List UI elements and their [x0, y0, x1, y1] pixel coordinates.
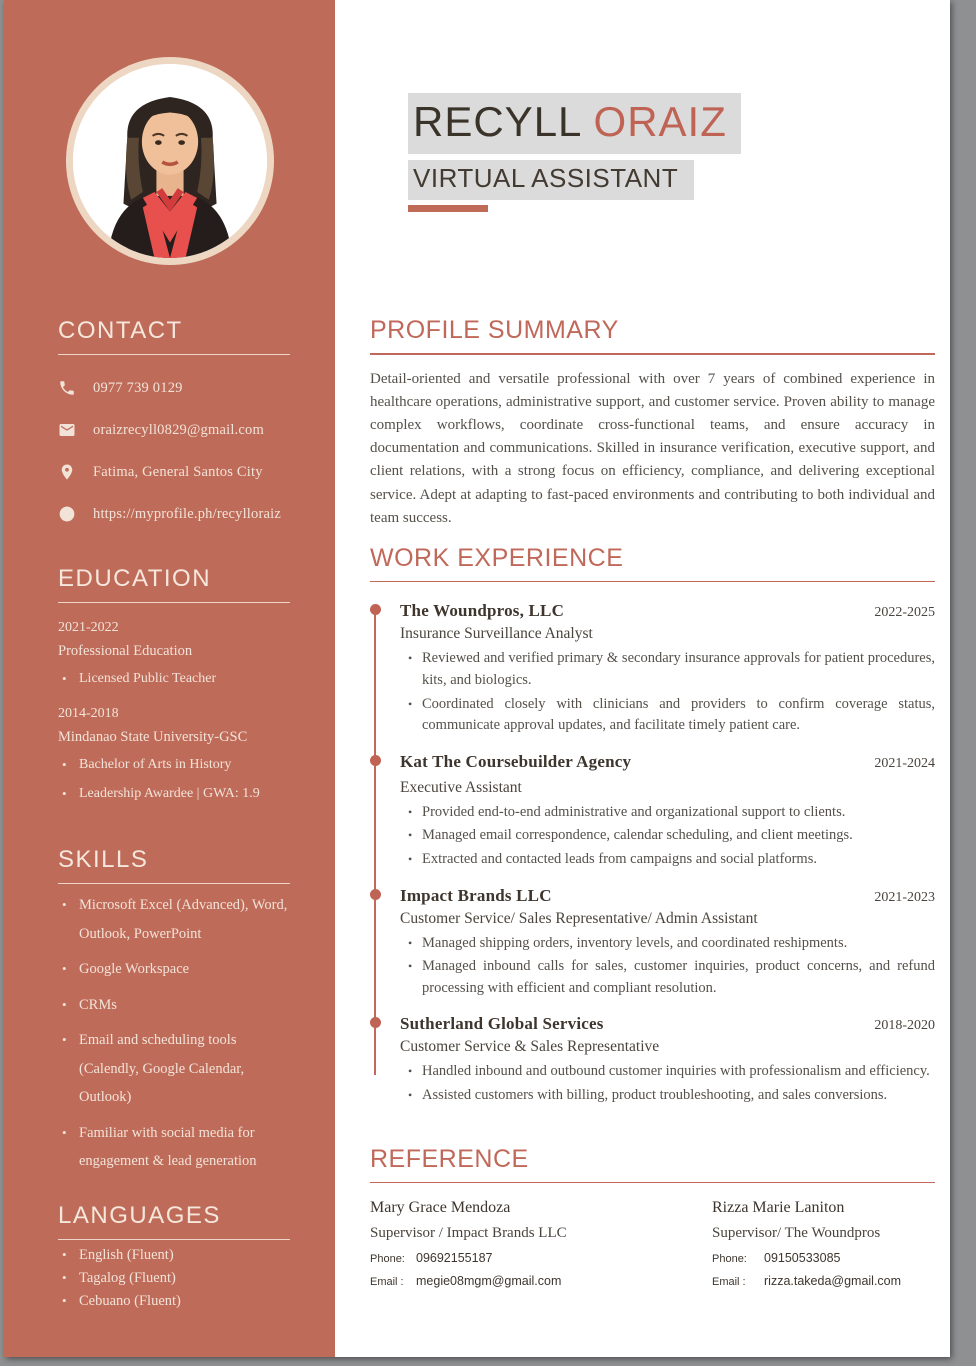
reference-email: megie08mgm@gmail.com — [416, 1274, 562, 1289]
education-school: Mindanao State University-GSC — [58, 729, 248, 745]
work-entry-head — [400, 752, 935, 772]
reference-entry — [712, 1199, 935, 1288]
email-label: Email : — [712, 1276, 746, 1289]
reference-entry — [370, 1199, 712, 1288]
languages-heading: LANGUAGES — [58, 1201, 221, 1229]
education-entry — [58, 706, 297, 804]
skills-heading: SKILLS — [58, 846, 149, 873]
work-timeline — [370, 601, 935, 1106]
work-bullet: • Handled inbound and outbound customer inquiries with professionalism and efficiency. — [405, 1061, 935, 1083]
work-bullets — [400, 933, 935, 1000]
skill-item: • CRMs — [58, 991, 297, 1020]
work-bullet: • Coordinated closely with clinicians and providers to confirm coverage status, communicate approval updates, and facilitate timely patient care. — [405, 694, 935, 737]
reference-divider — [370, 1182, 935, 1184]
contact-divider — [58, 354, 290, 355]
education-bullets — [58, 754, 297, 804]
company-name: The Woundpros, LLC — [400, 601, 565, 621]
job-role: Customer Service & Sales Representative — [400, 1038, 660, 1056]
education-divider — [58, 602, 290, 603]
profile-summary-divider — [370, 353, 935, 355]
reference-email-row — [712, 1274, 935, 1288]
work-experience-section — [370, 544, 935, 1107]
job-role: Executive Assistant — [400, 778, 522, 796]
work-period: 2022-2025 — [874, 605, 935, 621]
work-entry-head — [400, 1014, 935, 1034]
education-bullets — [58, 668, 297, 689]
email-label: Email : — [370, 1276, 404, 1289]
profile-photo — [73, 64, 267, 258]
reference-phone-row — [712, 1251, 935, 1265]
work-entry — [400, 1014, 935, 1106]
reference-title: Supervisor/ The Woundpros — [712, 1225, 881, 1242]
skill-item: • Email and scheduling tools (Calendly, Google Calendar, Outlook) — [58, 1026, 297, 1112]
education-bullet: • Licensed Public Teacher — [58, 668, 297, 689]
phone-label: Phone: — [712, 1253, 747, 1266]
name-highlight — [408, 93, 741, 154]
job-role: Insurance Surveillance Analyst — [400, 625, 593, 643]
skills-section — [58, 846, 297, 1176]
skill-item: • Google Workspace — [58, 955, 297, 984]
work-bullet: • Provided end-to-end administrative and organizational support to clients. — [405, 802, 935, 824]
education-section — [58, 565, 297, 804]
contact-item-location — [58, 463, 297, 481]
education-bullet: • Leadership Awardee | GWA: 1.9 — [58, 783, 297, 804]
education-period: 2021-2022 — [58, 620, 119, 635]
header-block — [408, 93, 935, 212]
profile-summary-section — [370, 316, 935, 530]
job-title: VIRTUAL ASSISTANT — [413, 163, 679, 193]
contact-heading: CONTACT — [58, 317, 183, 344]
language-item: • English (Fluent) — [58, 1247, 297, 1263]
work-bullets — [400, 1061, 935, 1106]
reference-name: Mary Grace Mendoza — [370, 1199, 511, 1217]
sidebar-content — [4, 317, 335, 1309]
work-bullet: • Extracted and contacted leads from campaigns and social platforms. — [405, 849, 935, 871]
location-icon — [58, 463, 76, 481]
website-url: https://myprofile.ph/recylloraiz — [93, 505, 282, 522]
languages-divider — [58, 1239, 290, 1240]
work-entry — [400, 886, 935, 1000]
education-period: 2014-2018 — [58, 706, 119, 721]
reference-phone-row — [370, 1251, 712, 1265]
company-name: Kat The Coursebuilder Agency — [400, 751, 632, 771]
job-role: Customer Service/ Sales Representative/ Admin Assistant — [400, 909, 758, 927]
skill-item: • Microsoft Excel (Advanced), Word, Outlook, PowerPoint — [58, 891, 297, 948]
reference-phone: 09692155187 — [416, 1251, 493, 1266]
reference-heading: REFERENCE — [370, 1144, 529, 1173]
sidebar — [4, 0, 335, 1357]
reference-phone: 09150533085 — [764, 1251, 841, 1266]
reference-title: Supervisor / Impact Brands LLC — [370, 1225, 567, 1242]
reference-email: rizza.takeda@gmail.com — [764, 1274, 902, 1289]
languages-section — [58, 1202, 297, 1309]
work-experience-heading: WORK EXPERIENCE — [370, 543, 624, 572]
work-entry — [400, 601, 935, 736]
work-entry — [400, 752, 935, 871]
profile-photo-ring — [66, 57, 274, 265]
education-bullet: • Bachelor of Arts in History — [58, 754, 297, 775]
work-bullet: • Managed inbound calls for sales, customer inquiries, product concerns, and refund processing with efficient and compliant resolution. — [405, 956, 935, 999]
language-item: • Cebuano (Fluent) — [58, 1293, 297, 1309]
work-period: 2018-2020 — [874, 1018, 935, 1034]
work-entry-head — [400, 886, 935, 906]
languages-list — [58, 1247, 297, 1309]
globe-icon — [58, 505, 76, 523]
reference-name: Rizza Marie Laniton — [712, 1199, 845, 1217]
work-bullet: • Managed shipping orders, inventory levels, and coordinated reshipments. — [405, 933, 935, 955]
company-name: Sutherland Global Services — [400, 1014, 604, 1034]
main-column — [335, 0, 950, 1357]
email-address: oraizrecyll0829@gmail.com — [93, 421, 264, 438]
profile-summary-heading: PROFILE SUMMARY — [370, 316, 619, 344]
work-bullet: • Reviewed and verified primary & secondary insurance approvals for patient procedures, kits, and biologics. — [405, 648, 935, 691]
work-period: 2021-2023 — [874, 889, 935, 905]
mail-icon — [58, 421, 76, 439]
work-experience-divider — [370, 581, 935, 583]
work-bullets — [400, 802, 935, 871]
contact-item-phone — [58, 379, 297, 397]
company-name: Impact Brands LLC — [400, 885, 552, 905]
profile-summary-text: Detail-oriented and versatile professional with over 7 years of combined experience in healthcare operations, administrative support, and customer service. Proven ability to manage complex workflows, coordinate cross-functional teams, and ensure accuracy in documentation and communications. Skilled in insurance verification, executive support, and client relations, with a strong focus on efficiency, compliance, and delivering exceptional service. Adept at adapting to fast-paced environments and contributing to both individual and team success. — [370, 370, 935, 526]
work-bullet: • Managed email correspondence, calendar scheduling, and client meetings. — [405, 825, 935, 847]
work-bullets — [400, 648, 935, 736]
title-highlight — [408, 160, 694, 200]
education-heading: EDUCATION — [58, 565, 212, 592]
work-bullet: • Assisted customers with billing, product troubleshooting, and sales conversions. — [405, 1085, 935, 1107]
contact-item-email — [58, 421, 297, 439]
contact-list — [58, 379, 297, 523]
phone-label: Phone: — [370, 1253, 405, 1266]
language-item: • Tagalog (Fluent) — [58, 1270, 297, 1286]
profile-photo-illustration — [73, 64, 267, 258]
title-accent-bar — [408, 205, 488, 212]
resume-page — [4, 0, 950, 1357]
contact-section — [58, 317, 297, 523]
first-name: RECYLL — [413, 98, 581, 145]
phone-icon — [58, 379, 76, 397]
last-name: ORAIZ — [593, 98, 727, 145]
reference-email-row — [370, 1274, 712, 1288]
education-school: Professional Education — [58, 643, 193, 659]
work-period: 2021-2024 — [874, 755, 935, 771]
reference-section — [370, 1145, 935, 1289]
skills-list — [58, 891, 297, 1176]
contact-item-website — [58, 505, 297, 523]
title-line — [408, 160, 935, 200]
person-name — [413, 98, 727, 145]
education-entry — [58, 620, 297, 689]
reference-grid — [370, 1199, 935, 1288]
phone-number: 0977 739 0129 — [93, 379, 183, 396]
skills-divider — [58, 883, 290, 884]
skill-item: • Familiar with social media for engagement & lead generation — [58, 1119, 297, 1176]
work-entry-head — [400, 601, 935, 621]
location-text: Fatima, General Santos City — [93, 463, 263, 480]
